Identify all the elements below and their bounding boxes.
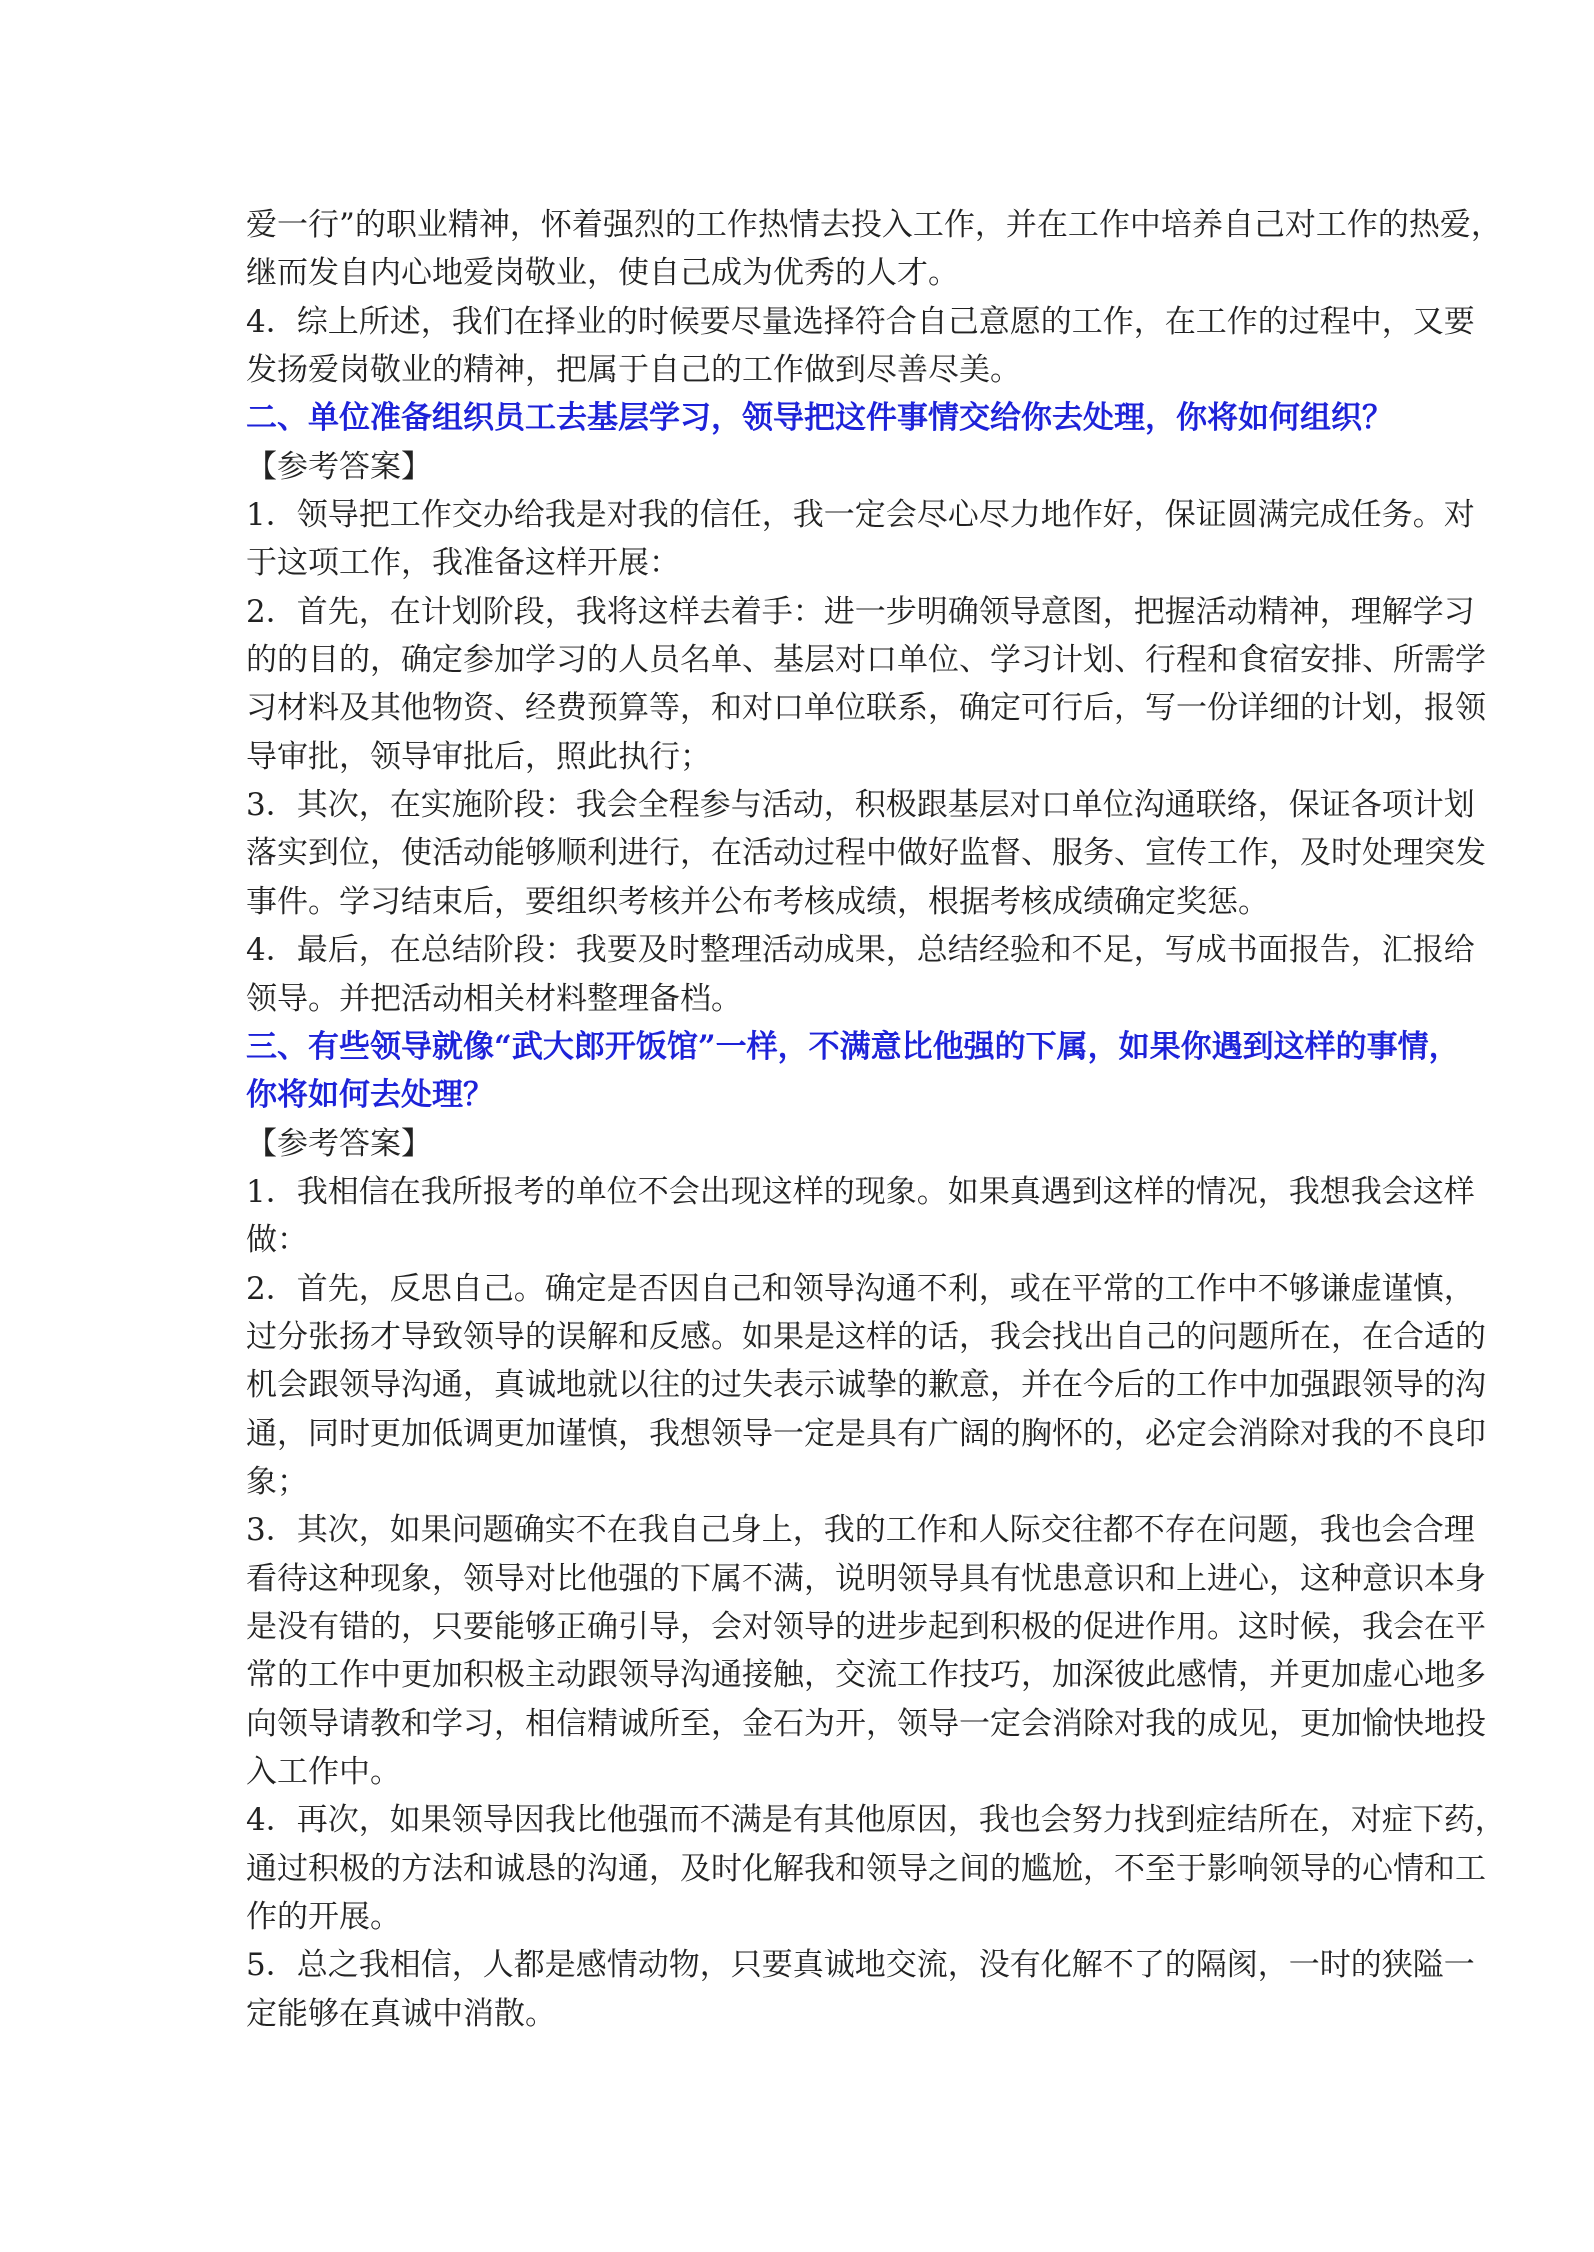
text-line: 发扬爱岗敬业的精神，把属于自己的工作做到尽善尽美。 bbox=[246, 352, 1021, 389]
text-line: 继而发自内心地爱岗敬业，使自己成为优秀的人才。 bbox=[246, 255, 959, 292]
text-line: 做： bbox=[246, 1222, 308, 1259]
text-line: 导审批，领导审批后，照此执行； bbox=[246, 738, 711, 775]
text-line: 2．首先，在计划阶段，我将这样去着手：进一步明确领导意图，把握活动精神，理解学习 bbox=[246, 593, 1475, 630]
text-line: 【参考答案】 bbox=[246, 448, 432, 485]
question-heading bbox=[246, 1023, 1460, 1120]
paragraph bbox=[246, 1120, 1364, 1168]
document-page bbox=[246, 201, 1506, 2038]
paragraph bbox=[246, 781, 1486, 926]
text-line: 二、单位准备组织员工去基层学习，领导把这件事情交给你去处理，你将如何组织？ bbox=[246, 400, 1393, 437]
text-line: 5．总之我相信，人都是感情动物，只要真诚地交流，没有化解不了的隔阂，一时的狭隘一 bbox=[246, 1947, 1475, 1984]
paragraph bbox=[246, 443, 1364, 491]
paragraph bbox=[246, 491, 1475, 588]
paragraph bbox=[246, 1796, 1506, 1941]
text-line: 入工作中。 bbox=[246, 1754, 401, 1790]
text-line: 落实到位，使活动能够顺利进行，在活动过程中做好监督、服务、宣传工作，及时处理突发 bbox=[246, 835, 1486, 872]
text-line: 常的工作中更加积极主动跟领导沟通接触，交流工作技巧，加深彼此感情，并更加虚心地多 bbox=[246, 1657, 1486, 1694]
text-line: 事件。学习结束后，要组织考核并公布考核成绩，根据考核成绩确定奖惩。 bbox=[246, 883, 1269, 920]
text-line: 爱一行”的职业精神，怀着强烈的工作热情去投入工作，并在工作中培养自己对工作的热爱， bbox=[246, 207, 1502, 243]
paragraph bbox=[246, 1506, 1486, 1796]
text-line: 领导。并把活动相关材料整理备档。 bbox=[246, 980, 742, 1017]
text-line: 是没有错的，只要能够正确引导，会对领导的进步起到积极的促进作用。这时候，我会在平 bbox=[246, 1608, 1486, 1645]
text-line: 习材料及其他物资、经费预算等，和对口单位联系，确定可行后，写一份详细的计划，报领 bbox=[246, 690, 1486, 727]
paragraph bbox=[246, 1168, 1475, 1265]
text-line: 通过积极的方法和诚恳的沟通，及时化解我和领导之间的尴尬，不至于影响领导的心情和工 bbox=[246, 1850, 1486, 1887]
paragraph bbox=[246, 926, 1475, 1023]
text-line: 于这项工作，我准备这样开展： bbox=[246, 545, 680, 582]
text-line: 定能够在真诚中消散。 bbox=[246, 1995, 556, 2032]
text-line: 的的目的，确定参加学习的人员名单、基层对口单位、学习计划、行程和食宿安排、所需学 bbox=[246, 642, 1486, 679]
text-line: 三、有些领导就像“武大郎开饭馆”一样，不满意比他强的下属，如果你遇到这样的事情， bbox=[246, 1028, 1460, 1065]
text-line: 1．我相信在我所报考的单位不会出现这样的现象。如果真遇到这样的情况，我想我会这样 bbox=[246, 1173, 1475, 1210]
text-line: 4．再次，如果领导因我比他强而不满是有其他原因，我也会努力找到症结所在，对症下药， bbox=[246, 1802, 1506, 1839]
text-line: 向领导请教和学习，相信精诚所至，金石为开，领导一定会消除对我的成见，更加愉快地投 bbox=[246, 1705, 1486, 1742]
question-heading bbox=[246, 394, 1393, 442]
text-line: 3．其次，在实施阶段：我会全程参与活动，积极跟基层对口单位沟通联络，保证各项计划 bbox=[246, 787, 1475, 824]
text-line: 看待这种现象，领导对比他强的下属不满，说明领导具有忧患意识和上进心，这种意识本身 bbox=[246, 1560, 1486, 1597]
text-line: 象； bbox=[246, 1463, 308, 1500]
text-line: 【参考答案】 bbox=[246, 1125, 432, 1162]
paragraph bbox=[246, 1265, 1486, 1507]
paragraph bbox=[246, 201, 1502, 298]
text-line: 过分张扬才导致领导的误解和反感。如果是这样的话，我会找出自己的问题所在，在合适的 bbox=[246, 1318, 1486, 1355]
text-line: 通，同时更加低调更加谨慎，我想领导一定是具有广阔的胸怀的，必定会消除对我的不良印 bbox=[246, 1415, 1486, 1452]
text-line: 你将如何去处理？ bbox=[246, 1077, 494, 1114]
text-line: 作的开展。 bbox=[246, 1899, 401, 1936]
text-line: 机会跟领导沟通，真诚地就以往的过失表示诚挚的歉意，并在今后的工作中加强跟领导的沟 bbox=[246, 1367, 1486, 1404]
paragraph bbox=[246, 298, 1475, 395]
text-line: 4．综上所述，我们在择业的时候要尽量选择符合自己意愿的工作，在工作的过程中，又要 bbox=[246, 303, 1475, 340]
text-line: 4．最后，在总结阶段：我要及时整理活动成果，总结经验和不足，写成书面报告，汇报给 bbox=[246, 932, 1475, 969]
text-line: 2．首先，反思自己。确定是否因自己和领导沟通不利，或在平常的工作中不够谦虚谨慎， bbox=[246, 1270, 1475, 1307]
text-line: 3．其次，如果问题确实不在我自己身上，我的工作和人际交往都不存在问题，我也会合理 bbox=[246, 1512, 1475, 1549]
paragraph bbox=[246, 1941, 1475, 2038]
paragraph bbox=[246, 588, 1486, 781]
text-line: 1．领导把工作交办给我是对我的信任，我一定会尽心尽力地作好，保证圆满完成任务。对 bbox=[246, 497, 1475, 534]
